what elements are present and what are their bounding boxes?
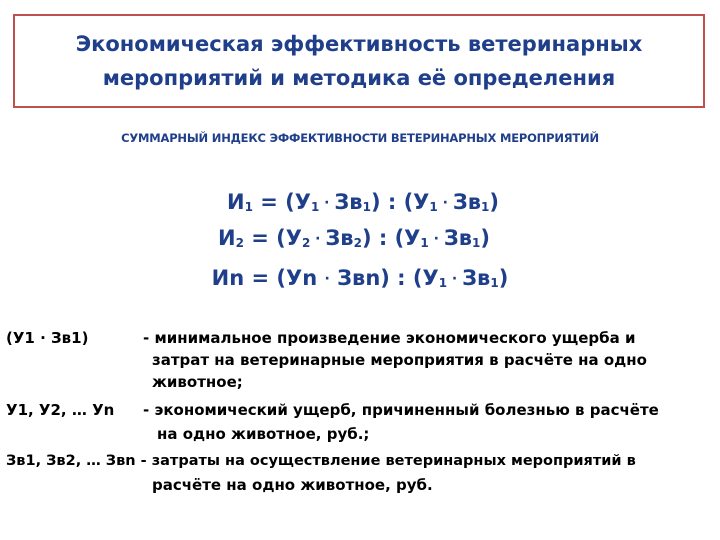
title-line-1: Экономическая эффективность ветеринарных: [75, 32, 643, 56]
formula-2-lhs: И: [218, 226, 236, 250]
formula-2-a-sub: 2: [301, 236, 311, 250]
formula-1-lhs: И: [227, 190, 245, 214]
legend-term-1: (У1 · Зв1): [6, 329, 89, 347]
legend-term-2: У1, У2, … Уn: [6, 401, 115, 419]
title-box: [13, 14, 705, 108]
legend-term-3: Зв1, Зв2, … Звn - затраты на осуществление ветеринарных мероприятий в: [6, 453, 636, 469]
formula-1-mid: ) : (У: [370, 190, 430, 214]
formula-1-b: Зв: [334, 190, 363, 214]
formula-n-text1: Иn = (Уn: [211, 266, 325, 290]
formula-2-c-sub: 1: [420, 236, 429, 250]
legend-desc-3-line-1: расчёте на одно животное, руб.: [152, 476, 433, 494]
formula-2: [0, 226, 714, 250]
formula-1-lhs-sub: 1: [244, 200, 253, 214]
formula-2-dot: ·: [310, 231, 326, 247]
formula-1-dot: ·: [319, 195, 335, 211]
formula-1-end: ): [489, 190, 499, 214]
formula-1-c-sub: 1: [429, 200, 438, 214]
legend-item-2: [0, 399, 720, 447]
legend-item-3: [0, 450, 720, 498]
formula-n-dot: ·: [324, 271, 330, 287]
legend-desc-1-line-2: затрат на ветеринарные мероприятия в расчёте на одно: [152, 351, 647, 369]
formula-2-mid: ) : (У: [361, 226, 421, 250]
formula-2-end: ): [480, 226, 490, 250]
formula-1-a-sub: 1: [310, 200, 320, 214]
formula-n-text2: Звn) : (У: [329, 266, 439, 290]
formula-2-lhs-sub: 2: [235, 236, 244, 250]
formula-2-d: Зв: [443, 226, 473, 250]
legend-desc-1-line-3: животное;: [152, 373, 243, 391]
formula-n-d-sub: 1: [490, 276, 499, 290]
formula-n-dot2: ·: [447, 271, 463, 287]
formula-2-d-sub: 1: [472, 236, 481, 250]
legend-desc-2-line-1: - экономический ущерб, причиненный болезнью в расчёте: [143, 401, 659, 419]
formula-2-b-sub: 2: [353, 236, 362, 250]
legend-desc-2-line-2: на одно животное, руб.;: [157, 425, 370, 443]
formula-n-d: Зв: [462, 266, 491, 290]
formula-2-dot2: ·: [428, 231, 444, 247]
formula-n: [0, 266, 720, 290]
formula-1-dot2: ·: [437, 195, 453, 211]
title-line-2: мероприятий и методика её определения: [102, 66, 616, 90]
formula-1-d: Зв: [452, 190, 482, 214]
formula-2-eq: = (У: [243, 226, 302, 250]
formula-1: [3, 190, 720, 214]
legend-desc-1-line-1: - минимальное произведение экономического ущерба и: [143, 329, 636, 347]
formula-n-c-sub: 1: [438, 276, 448, 290]
legend-item-1: [0, 327, 720, 397]
subtitle: СУММАРНЫЙ ИНДЕКС ЭФФЕКТИВНОСТИ ВЕТЕРИНАРНЫХ МЕРОПРИЯТИЙ: [121, 131, 599, 145]
formula-1-d-sub: 1: [481, 200, 490, 214]
formula-1-b-sub: 1: [362, 200, 371, 214]
formula-2-b: Зв: [325, 226, 354, 250]
formula-1-eq: = (У: [252, 190, 311, 214]
formula-n-end: ): [498, 266, 509, 290]
